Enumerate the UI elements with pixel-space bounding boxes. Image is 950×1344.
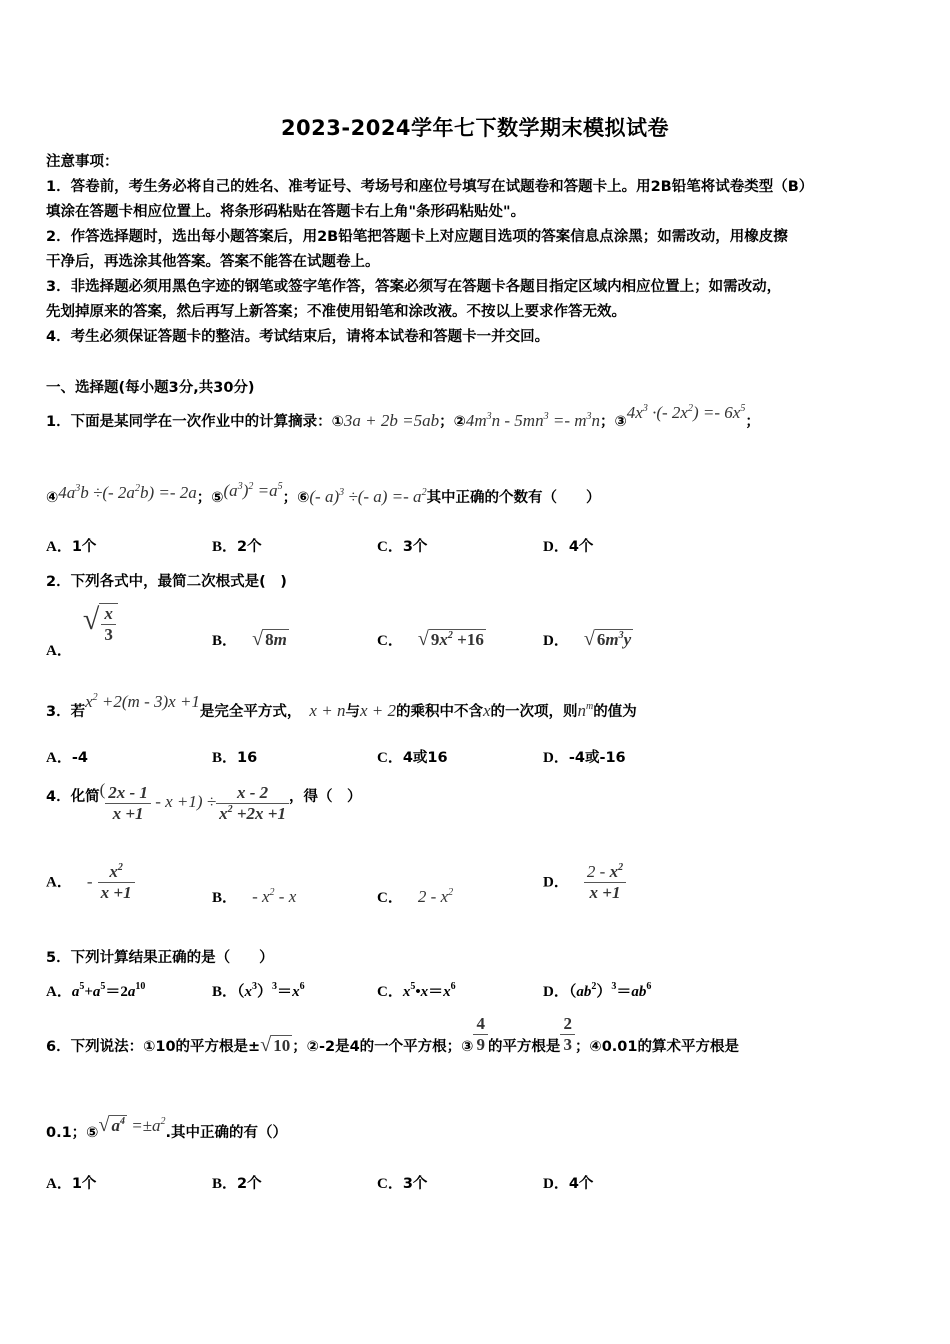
option-label: B． [212,984,238,1000]
expr-sqrt-a4: √ $a^4$ [98,1114,125,1136]
option-d[interactable]: D． $\frac{2 - x^2}{x +1}$ [543,862,626,903]
option-label: A． [46,1176,72,1192]
option-text: 1个 [71,539,97,555]
expr-x-plus-2: x + 2 [359,701,396,720]
expr-n-pow-m: $n^m$ [577,701,594,720]
section-heading: 一、选择题(每小题3分,共30分) [46,380,255,396]
option-label: C． [377,1176,403,1192]
option-a[interactable]: A．$a^5+a^5=2a^{10}$ [46,981,146,1000]
option-b[interactable] [212,746,257,767]
option-a[interactable] [46,603,118,659]
question-1-prefix: 1．下面是某同学在一次作业中的计算摘录： [46,414,332,430]
option-label: B． [212,890,238,906]
q3-text: 的乘积中不含 [395,704,483,720]
q3-prefix: 3．若 [46,704,86,720]
option-d[interactable]: D．$(ab^2)^3=ab^6$ [543,981,652,1000]
notice-line: 2．作答选择题时，选出每小题答案后，用2B铅笔把答题卡上对应题目选项的答案信息点涂黑；如需改动，用橡皮擦 [46,229,788,245]
question-6-line-2: 0.1；⑤√ $a^4 =\pm a^2$.其中正确的有（） [46,1114,288,1141]
notice-line: 填涂在答题卡相应位置上。将条形码粘贴在答题卡右上角"条形码粘贴处"。 [46,204,526,220]
expr-4: $4a^3b$ ÷(- $2a^2b) =- 2a$ [58,483,197,502]
sqrt-10: √ 10 [260,1033,291,1056]
q4-prefix: 4．化简 [46,789,100,805]
notice-line: 4．考生必须保证答题卡的整洁。考试结束后，请将本试卷和答题卡一并交回。 [46,329,550,345]
sep: ；② [439,414,466,430]
expr-6: (- a)$^3$ ÷(- $a) =- a^2$ [309,487,427,506]
notice-line: 3．非选择题必须用黑色字迹的钢笔或签字笔作答，答案必须写在答题卡各题目指定区域内相应位置上；如需改动， [46,279,782,295]
option-b[interactable]: B．$(x^3)^3=x^6$ [212,981,305,1000]
option-label: D． [543,1176,569,1192]
frac-2x-1-over-x+1: $\frac{2x - 1}{x +1}$ [105,783,151,824]
option-label: D． [543,984,569,1000]
sqrt-10-value: 10 [273,1035,291,1055]
circle-1: ① [331,414,344,430]
option-label: D． [543,750,569,766]
option-label: C． [377,539,403,555]
option-text: -4或-16 [568,750,626,766]
frac-4-9: $\frac{4}{9}$ [473,1014,488,1055]
sqrt-6m3y: √ $6m^3y$ [583,628,632,650]
q6-text: .其中正确的有（） [165,1125,288,1141]
option-text: 2个 [237,1176,262,1192]
option-a[interactable] [46,535,96,556]
option-label: C． [377,890,403,906]
expr-x-plus-n: x + n [309,701,346,720]
notice-line: 1．答卷前，考生务必将自己的姓名、准考证号、考场号和座位号填写在试题卷和答题卡上。用2B铅笔将试卷类型（B） [46,179,814,195]
option-a[interactable]: A． - $\frac{x^2}{x +1}$ [46,862,135,903]
option-c[interactable] [377,746,448,767]
expr-x: x [482,701,491,720]
q3-suffix: 的值为 [593,704,637,720]
expr-5: $(a^3)^2 =a^5$ [223,481,283,500]
q6-text: 0.1；⑤ [46,1125,99,1141]
option-b[interactable] [212,535,262,556]
notice-heading: 注意事项： [46,154,119,170]
option-text: 16 [237,750,258,766]
option-label: D． [543,633,569,649]
sep: ； [745,414,760,430]
option-a[interactable] [46,746,88,767]
option-b[interactable] [212,1172,262,1193]
option-label: D． [543,874,569,891]
expr-3: $4x^3$ ·(- $2x^2) =- 6x^5$ [626,403,746,422]
q6-text: 6．下列说法：①10的平方根是± [46,1038,261,1055]
option-c[interactable]: C． $2 - x^2$ [377,887,454,906]
option-c[interactable] [377,628,486,651]
option-text: 4个 [568,1176,594,1192]
notice-line: 先划掉原来的答案，然后再写上新答案；不准使用铅笔和涂改液。不按以上要求作答无效。 [46,304,626,320]
sep: ；⑥ [282,490,310,506]
option-label: A． [46,874,72,891]
option-label: B． [212,750,238,766]
sep: ；③ [600,414,627,430]
option-label: B． [212,1176,238,1192]
question-5-stem: 5．下列计算结果正确的是（ ） [46,950,274,966]
option-label: A． [46,984,72,1000]
option-label: D． [543,539,569,555]
option-text: 3个 [402,539,428,555]
q6-text: ；②-2是4的一个平方根；③ [292,1038,474,1055]
q4-suffix: ，得（ ） [288,789,362,805]
question-6-line-1 [46,1014,739,1055]
question-1-suffix: 其中正确的个数有（ ） [426,490,601,506]
option-text: 4或16 [402,750,448,766]
option-label: C． [377,750,403,766]
option-d[interactable] [543,746,626,767]
sqrt-9x2-16: √ $9x^2 +16$ [417,628,484,650]
q6-text: 的平方根是 [487,1038,561,1055]
sqrt-x-over-3: √ $\frac{x}{3}$ [83,603,118,645]
question-4-stem: 4．化简( $\frac{2x - 1}{x +1}$ - x +1) ÷ $\frac{x - 2}{x^2 +2x +1}$ ，得（ ） [46,780,362,823]
sqrt-8m: √ 8m [252,628,287,650]
q3-text: 与 [345,704,360,720]
option-c[interactable] [377,535,427,556]
question-3-stem [46,692,637,721]
option-label: B． [212,539,238,555]
question-1-line-2 [46,481,601,507]
option-label: C． [377,633,403,649]
expr-2: $4m^3n - 5mn^3 =- m^3n$ [465,411,601,430]
option-b[interactable]: B． - $x^2$ - x [212,887,297,906]
option-a[interactable] [46,1172,96,1193]
q3-text: 是完全平方式， [199,704,302,720]
sep: ；⑤ [196,490,224,506]
circle-4: ④ [46,490,59,506]
option-b[interactable] [212,628,289,651]
notice-line: 干净后，再选涂其他答案。答案不能答在试题卷上。 [46,254,380,270]
option-label: B． [212,633,238,649]
option-text: 1个 [71,1176,97,1192]
option-text: 3个 [402,1176,428,1192]
q6-text: ；④0.01的算术平方根是 [574,1038,739,1055]
option-d[interactable] [543,628,633,651]
frac-x-2-over-x2-2x-1: $\frac{x - 2}{x^2 +2x +1}$ [216,783,289,824]
option-label: A． [46,643,72,659]
option-d[interactable] [543,1172,593,1193]
page-title: 2023-2024学年七下数学期末模拟试卷 [280,116,670,140]
question-2-stem: 2．下列各式中，最简二次根式是( ) [46,574,287,590]
option-label: A． [46,750,72,766]
option-c[interactable] [377,1172,427,1193]
expr-perfect-square: $x^2 +2(m - 3)x +1$ [85,692,200,711]
expr-1: 3a + 2b =5ab [343,411,440,430]
option-label: C． [377,984,403,1000]
frac-2-3: $\frac{2}{3}$ [560,1014,575,1055]
option-text: 4个 [568,539,594,555]
question-1-line-1 [46,403,760,431]
q3-text: 的一次项，则 [490,704,578,720]
option-label: A． [46,539,72,555]
option-d[interactable] [543,535,593,556]
option-text: -4 [71,750,88,766]
option-text: 2个 [237,539,262,555]
option-c[interactable]: C．$x^5•x=x^6$ [377,981,456,1000]
